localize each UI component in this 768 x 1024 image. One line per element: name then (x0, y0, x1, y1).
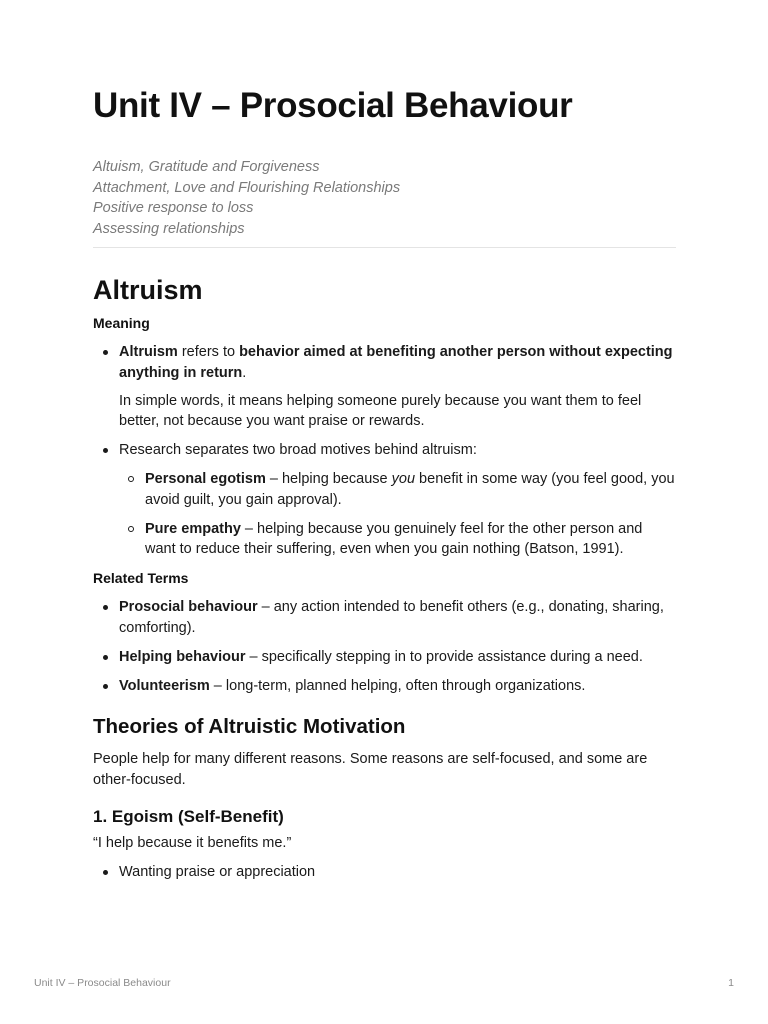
subsection-heading-egoism: 1. Egoism (Self-Benefit) (93, 806, 284, 826)
main-content (93, 272, 676, 883)
explanation-paragraph: In simple words, it means helping someone purely because you want them to feel better, not because you want praise or rewards. (119, 392, 642, 430)
text-fragment: – helping because you genuinely feel for the other person and want to reduce their suffering, even when you gain nothing (Batson, 1991). (145, 520, 643, 558)
sublist-item (119, 519, 676, 561)
page-title: Unit IV – Prosocial Behaviour (93, 86, 573, 125)
page-number: 1 (728, 977, 734, 989)
list-item (93, 597, 676, 639)
footer-title: Unit IV – Prosocial Behaviour (34, 977, 171, 989)
list-item (93, 342, 676, 432)
text-fragment: – any action intended to benefit others (e.g., donating, sharing, comforting). (119, 599, 664, 636)
meaning-label: Meaning (93, 315, 150, 331)
intro-paragraph: People help for many different reasons. Some reasons are self-focused, and some are other-focused. (93, 751, 648, 789)
text-fragment: refers to (177, 344, 240, 360)
toc-item: Attachment, Love and Flourishing Relationships (93, 179, 401, 196)
term: Prosocial behaviour (119, 599, 258, 616)
meaning-list (93, 342, 676, 560)
toc-item: Assessing relationships (93, 220, 245, 237)
related-terms-label: Related Terms (93, 570, 189, 587)
table-of-contents (93, 157, 676, 239)
section-heading-altruism: Altruism (93, 275, 203, 305)
definition-bold: behavior aimed at benefiting another person without expecting anything in return (119, 344, 673, 381)
egoism-list (93, 862, 676, 883)
section-heading-theories: Theories of Altruistic Motivation (93, 715, 406, 739)
toc-item: Altuism, Gratitude and Forgiveness (93, 159, 320, 175)
emphasis: you (391, 470, 416, 487)
term-altruism: Altruism (119, 344, 178, 360)
list-item-text: Research separates two broad motives behind altruism: (119, 442, 477, 459)
sublist-item (119, 469, 676, 511)
text-fragment: . (242, 364, 247, 381)
text-fragment: – long-term, planned helping, often through organizations. (209, 677, 586, 694)
term-pure-empathy: Pure empathy (145, 520, 241, 537)
list-item (93, 647, 676, 668)
text-fragment: benefit in some way (you feel good, you avoid guilt, you gain approval). (145, 470, 675, 508)
toc-item: Positive response to loss (93, 200, 254, 216)
list-item (93, 676, 676, 697)
term-personal-egotism: Personal egotism (145, 470, 266, 487)
motives-sublist (119, 469, 676, 560)
list-item (93, 440, 676, 560)
term: Volunteerism (119, 677, 210, 694)
list-item: Wanting praise or appreciation (93, 862, 676, 883)
text-fragment: – helping because (265, 470, 392, 487)
quote-text: “I help because it benefits me.” (93, 834, 292, 851)
text-fragment: – specifically stepping in to provide assistance during a need. (245, 648, 643, 665)
divider (93, 247, 676, 248)
related-terms-list (93, 597, 676, 696)
term: Helping behaviour (119, 648, 246, 665)
